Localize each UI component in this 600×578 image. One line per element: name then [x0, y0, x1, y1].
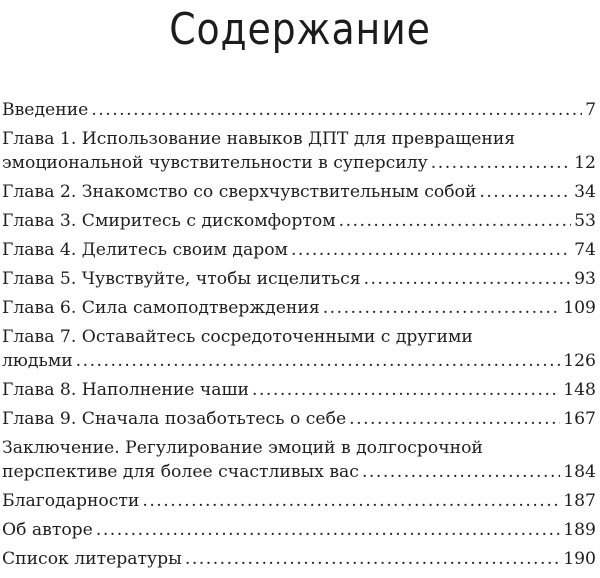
dot-leader — [364, 267, 572, 291]
entry-title-cont: перспективе для более счастливых вас — [2, 462, 359, 482]
entry-title: Глава 6. Сила самоподтверждения — [2, 298, 320, 318]
entry-title: Об авторе — [2, 520, 93, 540]
page-number: 190 — [563, 549, 596, 569]
entry-title: Глава 9. Сначала позаботьтесь о себе — [2, 409, 347, 429]
toc-entry-introduction[interactable] — [2, 98, 596, 122]
toc-entry-acknowledgements[interactable] — [2, 489, 596, 513]
entry-title: Благодарности — [2, 491, 140, 511]
dot-leader — [323, 296, 561, 320]
dot-leader — [91, 98, 582, 122]
entry-title: Глава 2. Знакомство со сверхчувствительным собой — [2, 182, 477, 202]
dot-leader — [142, 489, 560, 513]
dot-leader — [362, 460, 560, 484]
dot-leader — [479, 180, 571, 204]
page-number: 126 — [563, 351, 596, 371]
toc-entry-chapter-4[interactable] — [2, 238, 596, 262]
entry-title: Заключение. Регулирование эмоций в долгосрочной — [2, 438, 483, 458]
toc-entry-chapter-6[interactable] — [2, 296, 596, 320]
page-number: 148 — [563, 380, 596, 400]
page-number: 74 — [574, 240, 596, 260]
dot-leader — [349, 407, 560, 431]
entry-title-cont: эмоциональной чувствительности в суперсилу — [2, 153, 428, 173]
dot-leader — [291, 238, 571, 262]
toc-entry-about-author[interactable] — [2, 518, 596, 542]
page-number: 34 — [574, 182, 596, 202]
page-number: 109 — [563, 298, 596, 318]
page-number: 53 — [574, 211, 596, 231]
toc-entry-chapter-5[interactable] — [2, 267, 596, 291]
entry-title: Глава 3. Смиритесь с дискомфортом — [2, 211, 336, 231]
entry-title: Глава 8. Наполнение чаши — [2, 380, 249, 400]
dot-leader — [431, 151, 571, 175]
toc-entry-chapter-2[interactable] — [2, 180, 596, 204]
dot-leader — [252, 378, 560, 402]
page-number: 93 — [574, 269, 596, 289]
toc-entry-chapter-3[interactable] — [2, 209, 596, 233]
entry-title-cont: людьми — [2, 351, 73, 371]
page-number: 189 — [563, 520, 596, 540]
page-number: 12 — [574, 153, 596, 173]
toc-entry-bibliography[interactable] — [2, 547, 596, 571]
page-number: 167 — [563, 409, 596, 429]
page-number: 184 — [563, 462, 596, 482]
page-title: Содержание — [169, 4, 431, 55]
dot-leader — [339, 209, 572, 233]
entry-title: Список литературы — [2, 549, 182, 569]
dot-leader — [76, 349, 561, 373]
toc-entry-chapter-7[interactable] — [2, 325, 596, 373]
toc-entry-chapter-8[interactable] — [2, 378, 596, 402]
table-of-contents — [2, 98, 596, 576]
entry-title: Глава 4. Делитесь своим даром — [2, 240, 288, 260]
dot-leader — [185, 547, 560, 571]
entry-title: Глава 7. Оставайтесь сосредоточенными с другими — [2, 327, 473, 347]
toc-entry-conclusion[interactable] — [2, 436, 596, 484]
entry-title: Глава 1. Использование навыков ДПТ для превращения — [2, 129, 516, 149]
entry-title: Введение — [2, 100, 89, 120]
toc-entry-chapter-9[interactable] — [2, 407, 596, 431]
page-number: 7 — [585, 100, 596, 120]
entry-title: Глава 5. Чувствуйте, чтобы исцелиться — [2, 269, 361, 289]
toc-entry-chapter-1[interactable] — [2, 127, 596, 175]
page-number: 187 — [563, 491, 596, 511]
dot-leader — [96, 518, 560, 542]
